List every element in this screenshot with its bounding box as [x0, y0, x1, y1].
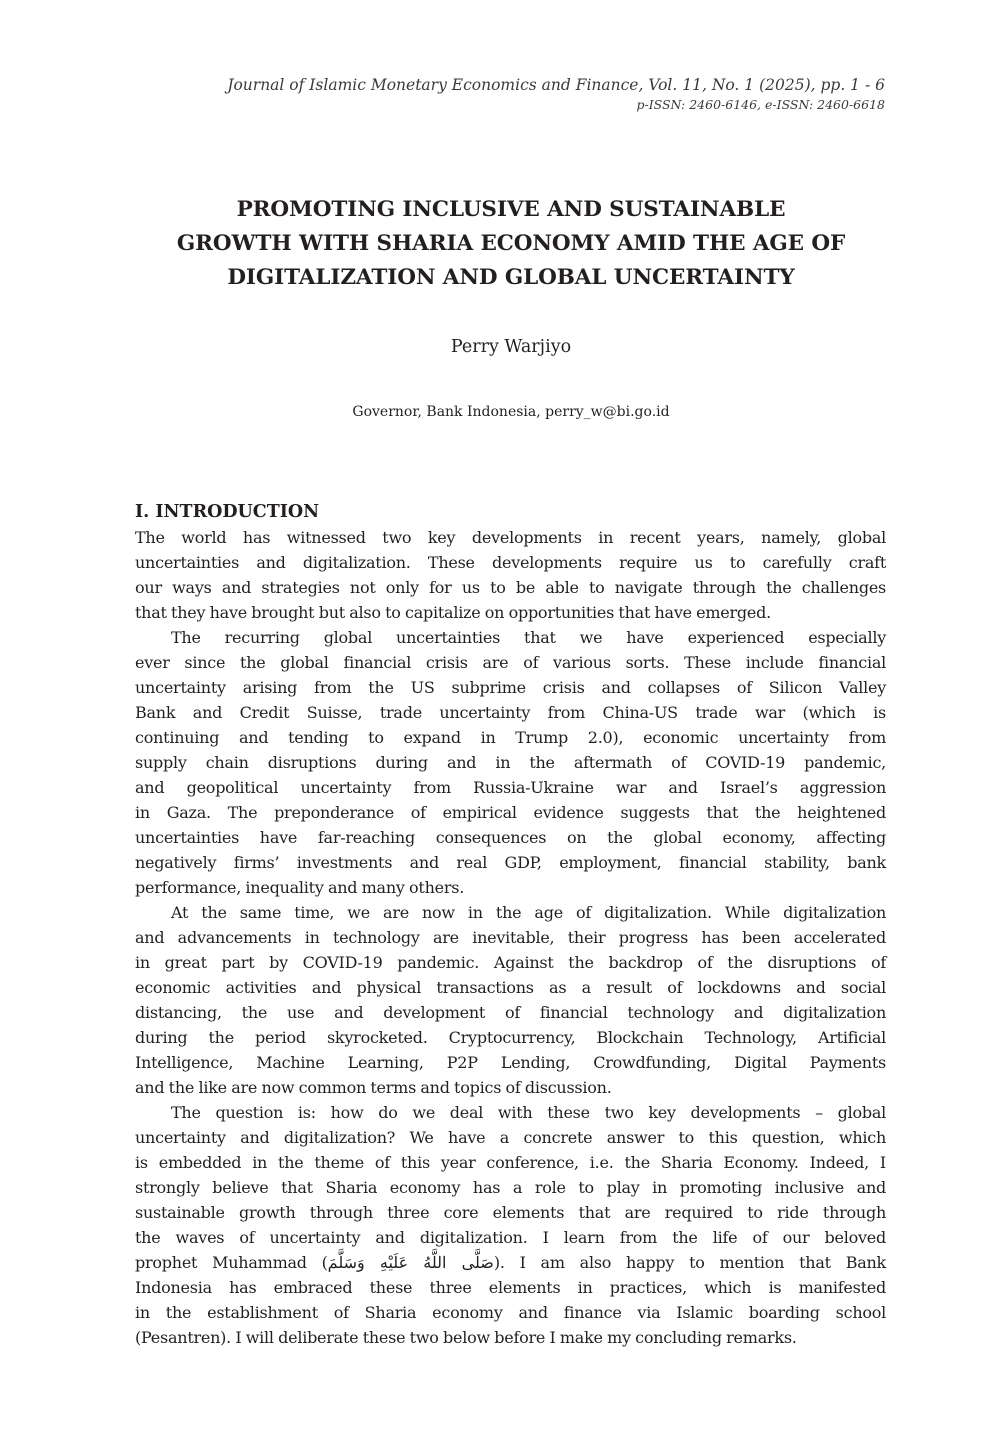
text-line: The recurring global uncertainties that we have experienced especially [171, 628, 886, 647]
text-line: our ways and strategies not only for us to be able to navigate through the challenges [135, 578, 886, 597]
journal-issn: p-ISSN: 2460-6146, e-ISSN: 2460-6618 [636, 97, 885, 112]
text-line: Bank and Credit Suisse, trade uncertainty from China-US trade war (which is [135, 703, 886, 722]
paragraph [135, 525, 886, 625]
text-line: uncertainty and digitalization? We have a concrete answer to this question, which [135, 1128, 886, 1147]
text-line: economic activities and physical transactions as a result of lockdowns and social [135, 978, 886, 997]
body-text [135, 500, 886, 1350]
text-line: ever since the global financial crisis are of various sorts. These include financial [135, 653, 886, 672]
title-line: PROMOTING INCLUSIVE AND SUSTAINABLE [236, 197, 786, 222]
text-line: supply chain disruptions during and in the aftermath of COVID-19 pandemic, [135, 753, 886, 772]
text-line: the waves of uncertainty and digitalization. I learn from the life of our beloved [135, 1228, 886, 1247]
title-line: GROWTH WITH SHARIA ECONOMY AMID THE AGE OF [176, 231, 846, 256]
section-heading: I. INTRODUCTION [135, 502, 320, 522]
journal-header [227, 74, 885, 114]
text-line: is embedded in the theme of this year conference, i.e. the Sharia Economy. Indeed, I [135, 1153, 886, 1172]
title-line: DIGITALIZATION AND GLOBAL UNCERTAINTY [227, 265, 795, 290]
text-line: in Gaza. The preponderance of empirical evidence suggests that the heightened [135, 803, 886, 822]
journal-citation: Journal of Islamic Monetary Economics and Finance, Vol. 11, No. 1 (2025), pp. 1 - 6 [227, 76, 885, 94]
text-line: performance, inequality and many others. [135, 878, 465, 897]
text-line: prophet Muhammad (صَلَّى اللَّهُ عَلَيْهِ وَسَلَّمَ). I am also happy to mention that Bank [135, 1253, 887, 1272]
author-name: Perry Warjiyo [450, 337, 572, 357]
text-line: (Pesantren). I will deliberate these two below before I make my concluding remarks. [135, 1328, 797, 1347]
text-line: uncertainties have far-reaching consequences on the global economy, affecting [135, 828, 886, 847]
text-line: continuing and tending to expand in Trump 2.0), economic uncertainty from [135, 728, 886, 747]
text-line: distancing, the use and development of financial technology and digitalization [135, 1003, 886, 1022]
text-line: during the period skyrocketed. Cryptocurrency, Blockchain Technology, Artificial [135, 1028, 886, 1047]
text-line: Intelligence, Machine Learning, P2P Lending, Crowdfunding, Digital Payments [135, 1053, 886, 1072]
paragraph [135, 1100, 886, 1350]
author-affiliation: Governor, Bank Indonesia, perry_w@bi.go.id [352, 404, 670, 420]
paragraph [135, 900, 886, 1100]
text-line: in the establishment of Sharia economy and finance via Islamic boarding school [135, 1303, 886, 1322]
text-line: negatively firms’ investments and real GDP, employment, financial stability, bank [135, 853, 886, 872]
text-line: uncertainty arising from the US subprime crisis and collapses of Silicon Valley [135, 678, 886, 697]
paper-title [135, 193, 887, 295]
text-line: in great part by COVID-19 pandemic. Against the backdrop of the disruptions of [135, 953, 886, 972]
text-line: The world has witnessed two key developments in recent years, namely, global [135, 528, 886, 547]
text-line: sustainable growth through three core elements that are required to ride through [135, 1203, 886, 1222]
text-line: Indonesia has embraced these three elements in practices, which is manifested [135, 1278, 886, 1297]
text-line: strongly believe that Sharia economy has a role to play in promoting inclusive and [135, 1178, 886, 1197]
text-line: and the like are now common terms and topics of discussion. [135, 1078, 612, 1097]
text-line: and advancements in technology are inevitable, their progress has been accelerated [135, 928, 886, 947]
text-line: that they have brought but also to capitalize on opportunities that have emerged. [135, 603, 771, 622]
text-line: At the same time, we are now in the age of digitalization. While digitalization [171, 903, 886, 922]
text-line: uncertainties and digitalization. These developments require us to carefully craft [135, 553, 886, 572]
text-line: and geopolitical uncertainty from Russia-Ukraine war and Israel’s aggression [135, 778, 886, 797]
paragraph [135, 625, 886, 900]
text-line: The question is: how do we deal with these two key developments – global [171, 1103, 886, 1122]
